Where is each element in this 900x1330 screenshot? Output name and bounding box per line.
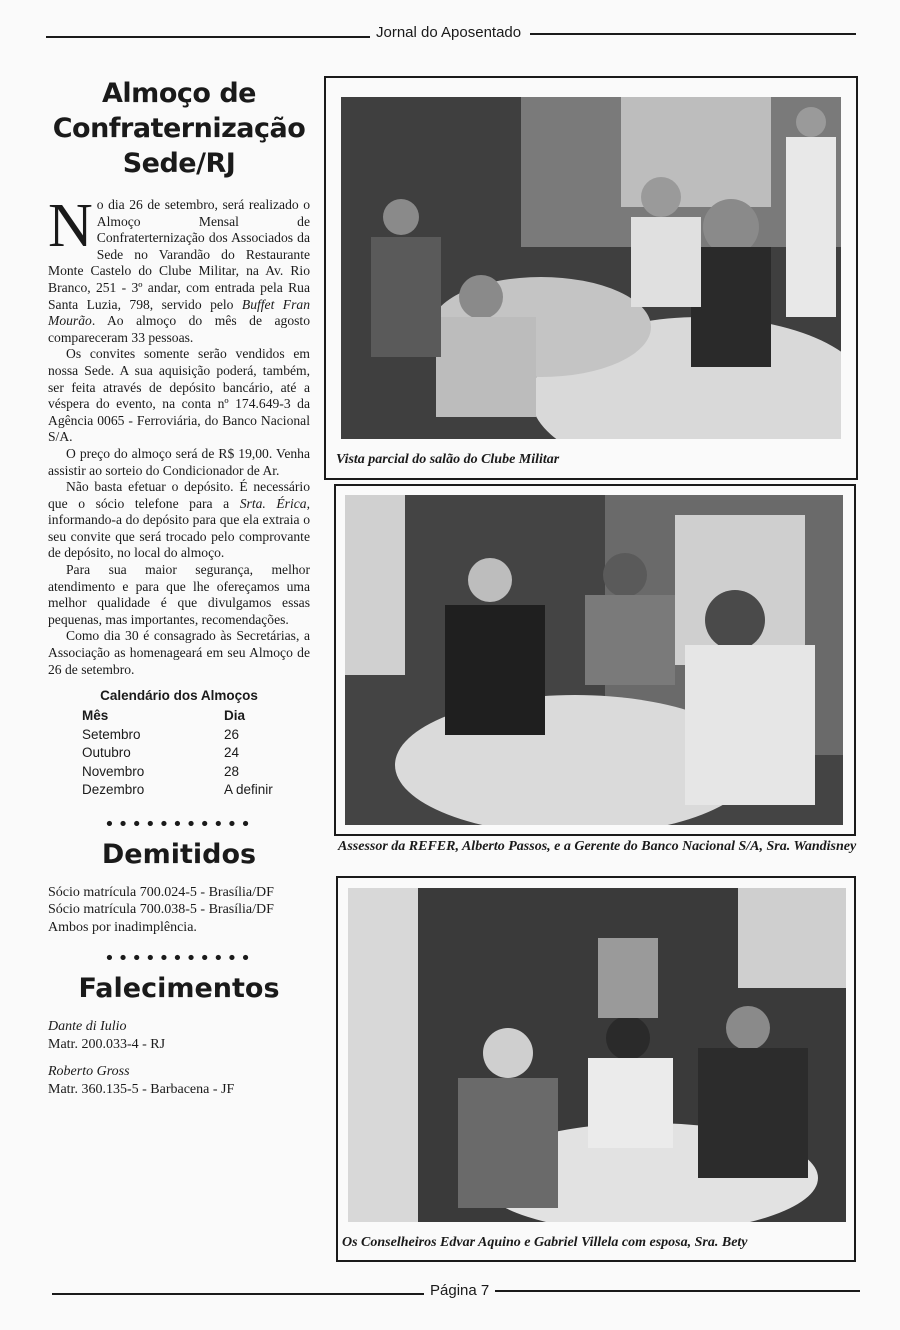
article-paragraph-2: Os convites somente serão vendidos em nossa Sede. A sua aquisição poderá, também, ser feita através de depósito bancário, até a véspera do evento, na conta nº 174.649-3 da Agência 0065 - Ferroviária, do Banco Nacional S/A. [48, 346, 310, 445]
section-separator: ••••••••••• [104, 948, 254, 970]
table-guests-photo-image [345, 495, 843, 825]
section-separator: ••••••••••• [104, 813, 254, 835]
article-paragraph-1: No dia 26 de setembro, será realizado o Almoço Mensal de Confraterternização dos Associados da Sede no Varandão do Restaurante Monte Castelo do Clube Militar, na Av. Rio Branco, 251 - 3º andar, com entrada pela Rua Santa Luzia, 798, servido pelo Buffet Fran Mourão. Ao almoço do mês de agosto compareceram 33 pessoas. [48, 192, 310, 345]
calendar-row: Novembro 28 [82, 763, 240, 779]
photo-frame-1 [324, 76, 858, 480]
obituary-matricula: Matr. 360.135-5 - Barbacena - JF [48, 1081, 235, 1097]
demitidos-line: Sócio matrícula 700.038-5 - Brasília/DF [48, 902, 274, 918]
photo-caption-1: Vista parcial do salão do Clube Militar [336, 452, 560, 467]
calendar-header-row [82, 707, 273, 726]
article-paragraph-3: O preço do almoço será de R$ 19,00. Venha assistir ao sorteio do Condicionador de Ar. [48, 445, 310, 478]
article-headline [48, 76, 310, 181]
demitidos-list [48, 884, 310, 937]
left-column [48, 76, 310, 1098]
dining-hall-photo-image [341, 97, 841, 439]
article-paragraph-4: Não basta efetuar o depósito. É necessário que o sócio telefone para a Srta. Érica, informando-a do depósito para que ela extraia o seu convite que será trocado pelo comprovante de depósito, no local do almoço. [48, 479, 310, 561]
photo-dining-hall [341, 97, 841, 439]
article-paragraph-6: Como dia 30 é consagrado às Secretárias, a Associação as homenageará em seu Almoço de 26 de setembro. [48, 628, 310, 677]
headline-line-2: Confraternização [52, 113, 306, 144]
falecimentos-list [48, 1018, 310, 1098]
publication-title: Jornal do Aposentado [370, 24, 527, 41]
photo-frame-2 [334, 484, 857, 854]
buffet-name: Buffet Fran Mourão [48, 296, 310, 329]
footer-rule-left [52, 1293, 424, 1295]
demitidos-line: Sócio matrícula 700.024-5 - Brasília/DF [48, 884, 274, 900]
demitidos-line: Ambos por inadimplência. [48, 919, 197, 935]
demitidos-title: Demitidos [101, 838, 257, 870]
headline-line-1: Almoço de [102, 78, 256, 109]
photo-councillors [348, 888, 846, 1222]
obituary-name: Dante di Iulio [48, 1019, 127, 1035]
calendar-row: Setembro 26 [82, 726, 240, 742]
header-rule-right [530, 33, 856, 35]
footer-rule-right [494, 1290, 860, 1292]
article-body [48, 192, 310, 678]
calendar-title: Calendário dos Almoços [100, 688, 258, 704]
councillors-photo-image [348, 888, 846, 1222]
photo-caption-3: Os Conselheiros Edvar Aquino e Gabriel Villela com esposa, Sra. Bety [342, 1235, 748, 1250]
calendar-row: Dezembro A definir [82, 782, 273, 798]
photo-frame-3 [336, 876, 856, 1262]
contact-name: Srta. Érica [239, 495, 307, 511]
page-number: Página 7 [424, 1282, 495, 1299]
headline-line-3: Sede/RJ [122, 148, 236, 179]
photo-caption-2: Assessor da REFER, Alberto Passos, e a Gerente do Banco Nacional S/A, Sra. Wandisney [338, 839, 857, 854]
photo-table-guests [345, 495, 843, 825]
drop-cap: N [48, 192, 93, 260]
obituary-name: Roberto Gross [48, 1064, 130, 1080]
article-paragraph-5: Para sua maior segurança, melhor atendimento e para que lhe ofereçamos uma melhor qualidade é que divulgamos essas pequenas, mas importantes, recomendações. [48, 562, 310, 627]
calendar-day-header: Dia [224, 708, 246, 724]
calendar-month-header: Mês [82, 708, 109, 724]
calendar-table [82, 707, 273, 800]
header-rule-left [46, 36, 376, 38]
falecimentos-title: Falecimentos [78, 973, 280, 1005]
calendar-row: Outubro 24 [82, 745, 240, 761]
obituary-matricula: Matr. 200.033-4 - RJ [48, 1036, 166, 1052]
